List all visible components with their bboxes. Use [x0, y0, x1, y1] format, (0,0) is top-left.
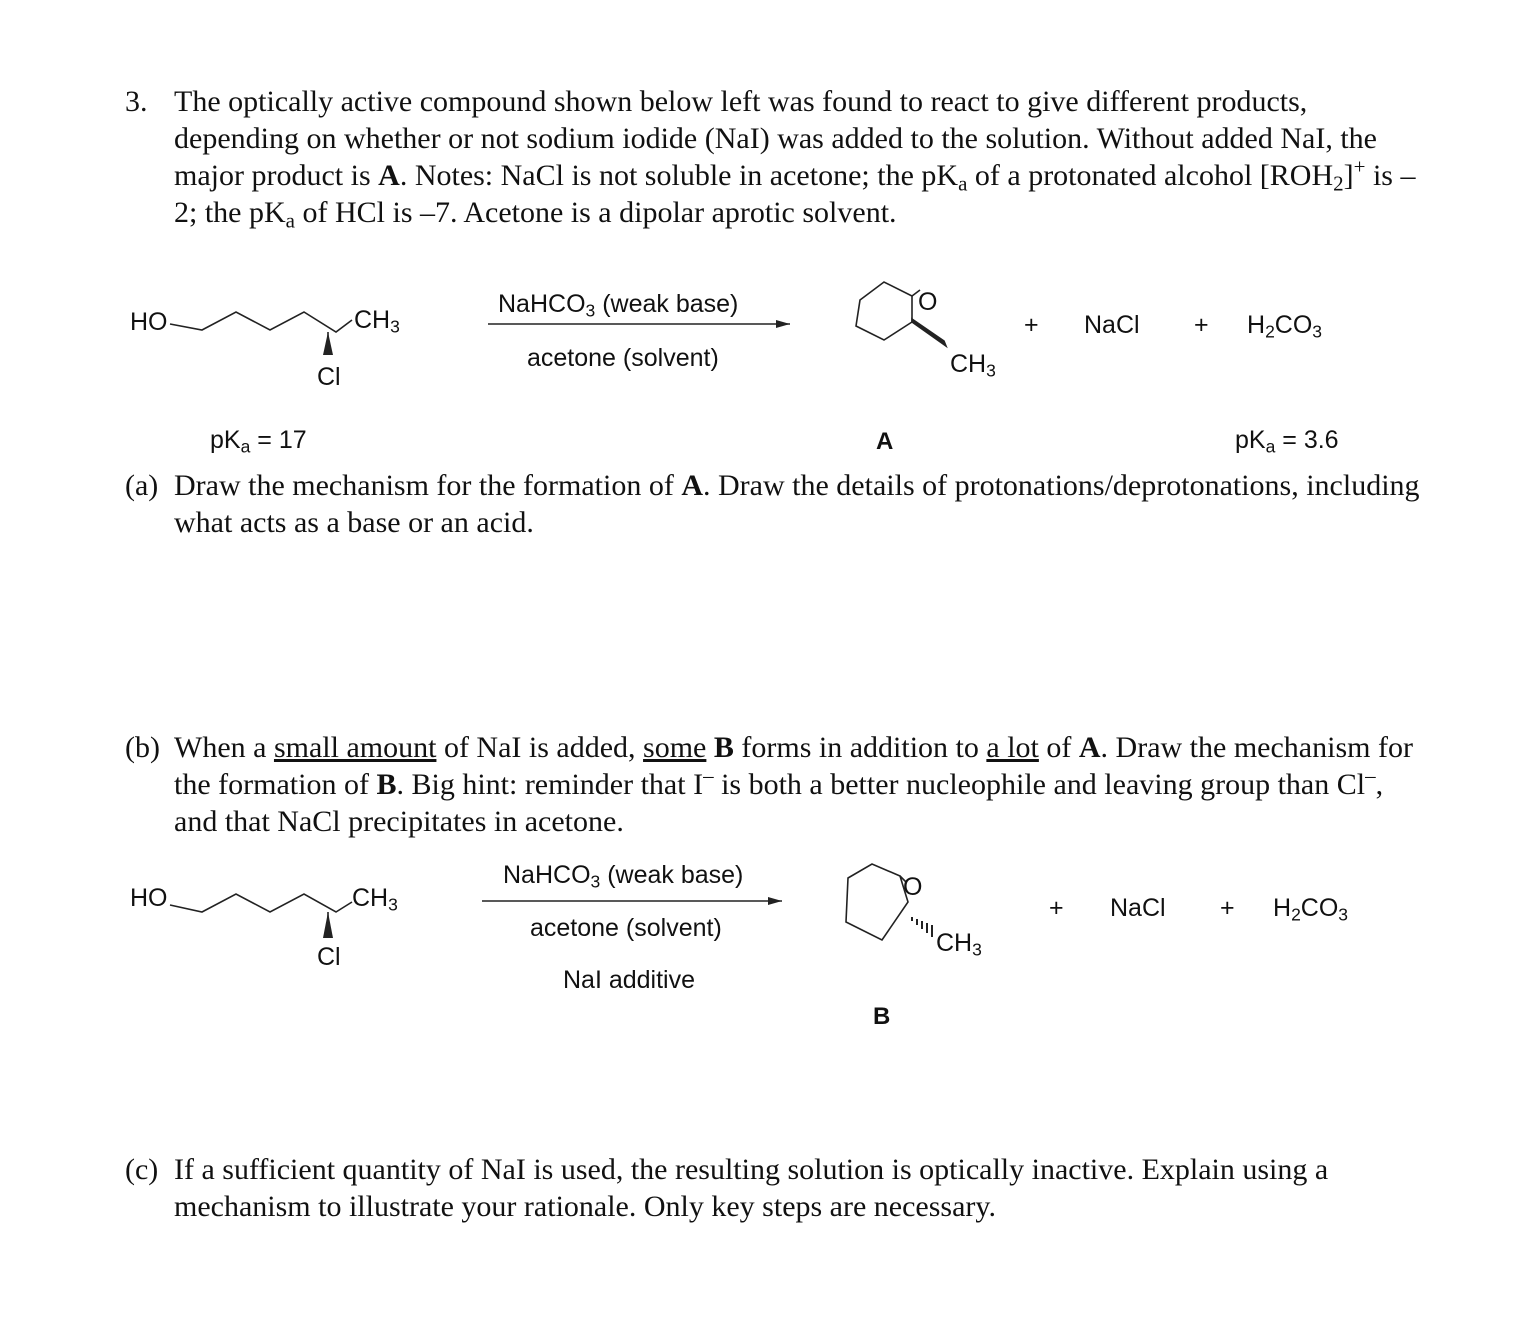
product-b-hash-bond	[912, 917, 932, 937]
part-c-text: If a sufficient quantity of NaI is used, the resulting solution is optically inactive. Explain using a mechanism to illustrate your rationale. Only key steps are necessary.	[174, 1153, 1329, 1223]
scheme-2-nacl: NaCl	[1110, 894, 1166, 922]
product-b-ring	[846, 864, 908, 940]
part-b-text: When a small amount of NaI is added, some B forms in addition to a lot of A. Draw the mechanism for the formation of B. Big hint: reminder that I– is both a better nucleophile and leaving group than Cl–, and that NaCl precipitates in acetone.	[174, 731, 1413, 838]
reactant-1-cl: Cl	[317, 363, 341, 391]
question-intro-text: The optically active compound shown below left was found to react to give different products, depending on whether or not sodium iodide (NaI) was added to the solution. Without added NaI, the major product is A. Notes: NaCl is not soluble in acetone; the $pK_a$ of a protonated alcohol $[ROH_2]^+$ is –2; the $pK_a$ of HCl is –7. Acetone is a dipolar aprotic solvent.	[174, 85, 1416, 233]
scheme-1-h2co3: $H_2CO_3$	[1247, 311, 1323, 342]
reaction-2-reagent-middle: acetone (solvent)	[530, 914, 722, 942]
reaction-2-reagent-top: NaHCO$_3$ (weak base)	[503, 861, 744, 892]
pka-reactant: $pK_a = 17$	[210, 426, 307, 457]
scheme-2-plus-1: +	[1049, 894, 1064, 922]
reactant-2-wedge	[323, 912, 333, 938]
product-b-ch3: $CH_3$	[936, 929, 982, 960]
part-a-text: Draw the mechanism for the formation of A. Draw the details of protonations/deprotonations, including what acts as a base or an acid.	[174, 469, 1420, 539]
reaction-1-reagent-bottom: acetone (solvent)	[527, 344, 719, 372]
reactant-1-ch3: $CH_3$	[354, 306, 400, 337]
question-number: 3.	[125, 85, 148, 118]
part-c-label: (c)	[125, 1153, 159, 1186]
product-b-ring-oxygen: O	[903, 873, 923, 901]
scheme-1-nacl: NaCl	[1084, 311, 1140, 339]
reactant-2-ch3: $CH_3$	[352, 884, 398, 915]
part-b-label: (b)	[125, 731, 160, 764]
product-b-label: B	[873, 1003, 891, 1030]
reaction-2-arrowhead	[768, 897, 782, 905]
reaction-2-reagent-bottom: NaI additive	[563, 966, 696, 994]
scheme-1-plus-1: +	[1024, 311, 1039, 339]
reaction-1-reagent-top: NaHCO$_3$ (weak base)	[498, 290, 739, 321]
product-a-ch3: $CH_3$	[950, 350, 996, 381]
reactant-2-ho: HO	[130, 884, 168, 912]
pka-h2co3: $pK_a = 3.6$	[1235, 426, 1339, 457]
scheme-1-plus-2: +	[1194, 311, 1209, 339]
scheme-2-plus-2: +	[1220, 894, 1235, 922]
part-a-label: (a)	[125, 469, 159, 502]
product-a-label: A	[876, 428, 894, 455]
reactant-2-cl: Cl	[317, 943, 341, 971]
reactant-1-ho: HO	[130, 308, 168, 336]
reactant-2-chain	[170, 894, 352, 912]
product-a-ring-oxygen: O	[918, 288, 938, 316]
scheme-2-h2co3: $H_2CO_3$	[1273, 894, 1349, 925]
part-c	[125, 1151, 1425, 1225]
